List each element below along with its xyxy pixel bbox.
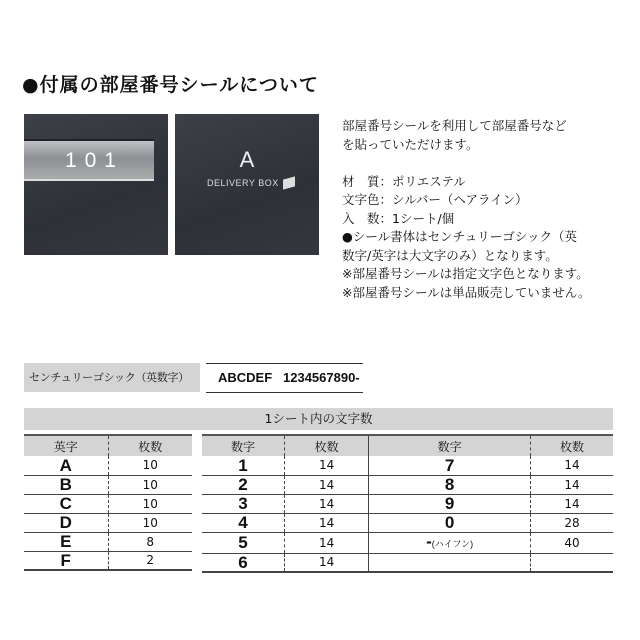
description-line: 入 数：1シート/個 — [342, 210, 455, 226]
count: 10 — [108, 494, 192, 513]
table-row — [202, 494, 613, 513]
description-line: ※部屋番号シールは単品販売していません。 — [342, 284, 591, 300]
count: 14 — [530, 456, 613, 475]
count: 28 — [530, 513, 613, 532]
letter: D — [24, 513, 108, 532]
description-line: 数字/英字は大文字のみ）となります。 — [342, 247, 558, 263]
description-line — [342, 154, 590, 173]
description-line: を貼っていただけます。 — [342, 136, 479, 152]
digit-text: 9 — [444, 494, 455, 513]
table-row — [24, 456, 192, 475]
description-line: 文字色：シルバー（ヘアライン） — [342, 192, 528, 207]
header: 枚数 — [108, 435, 192, 456]
description-line: 材 質：ポリエステル — [342, 173, 466, 189]
font-label: センチュリーゴシック（英数字） — [24, 363, 200, 392]
digit — [369, 475, 531, 494]
digit: 2 — [202, 475, 285, 494]
letter: E — [24, 532, 108, 551]
digit — [369, 513, 531, 532]
digit: 4 — [202, 513, 285, 532]
count: 2 — [108, 551, 192, 570]
count: 10 — [108, 513, 192, 532]
count: 14 — [285, 475, 369, 494]
table-row — [24, 513, 192, 532]
count: 40 — [530, 532, 613, 553]
table-row — [202, 513, 613, 532]
count: 14 — [530, 475, 613, 494]
digit: 3 — [202, 494, 285, 513]
digit-text: 8 — [444, 475, 455, 494]
font-sample: ABCDEF 1234567890- — [206, 363, 363, 393]
box-icon — [283, 176, 295, 189]
digit: 6 — [202, 553, 285, 572]
digit: 5 — [202, 532, 285, 553]
delivery-label — [207, 178, 295, 188]
table-row — [202, 456, 613, 475]
header: 数字 — [369, 435, 531, 456]
numbers-table — [202, 434, 613, 573]
room-number-plate — [24, 141, 154, 181]
count: 10 — [108, 456, 192, 475]
room-number-photo — [24, 114, 168, 255]
hyphen-note: (ハイフン) — [431, 538, 474, 549]
digit-text: 7 — [444, 455, 455, 475]
count: 14 — [285, 532, 369, 553]
count: 14 — [530, 494, 613, 513]
table-row — [202, 532, 613, 553]
description-line: ●シール書体はセンチュリーゴシック（英 — [342, 229, 578, 244]
description-line: 部屋番号シールを利用して部屋番号など — [342, 118, 567, 133]
delivery-letter: A — [239, 147, 255, 172]
letters-table — [24, 434, 192, 571]
count: 14 — [285, 553, 369, 572]
digit-text: - — [426, 531, 432, 551]
table-title: 1シート内の文字数 — [24, 408, 613, 430]
count: 10 — [108, 475, 192, 494]
count: 14 — [285, 513, 369, 532]
digit — [369, 494, 531, 513]
header: 数字 — [202, 435, 285, 456]
table-row — [24, 475, 192, 494]
letter: F — [24, 551, 108, 570]
count — [530, 553, 613, 572]
letter: C — [24, 494, 108, 513]
digit — [369, 553, 531, 572]
table-row — [202, 475, 613, 494]
delivery-label-text: DELIVERY BOX — [207, 178, 279, 188]
table-row — [24, 532, 192, 551]
header: 英字 — [24, 435, 108, 456]
digit: 1 — [202, 456, 285, 475]
letter: A — [24, 456, 108, 475]
digit — [369, 456, 531, 475]
header: 枚数 — [530, 435, 613, 456]
delivery-box-photo — [175, 114, 319, 255]
digit — [369, 532, 531, 553]
description-line: ※部屋番号シールは指定文字色となります。 — [342, 266, 589, 281]
count: 14 — [285, 456, 369, 475]
count: 8 — [108, 532, 192, 551]
header: 枚数 — [285, 435, 369, 456]
section-title: ●付属の部屋番号シールについて — [22, 74, 319, 96]
table-row — [24, 494, 192, 513]
letter: B — [24, 475, 108, 494]
digit-text: 0 — [444, 513, 455, 532]
room-number-text: 101 — [64, 149, 124, 172]
table-row — [24, 551, 192, 570]
count: 14 — [285, 494, 369, 513]
description — [342, 117, 590, 302]
table-row — [202, 553, 613, 572]
